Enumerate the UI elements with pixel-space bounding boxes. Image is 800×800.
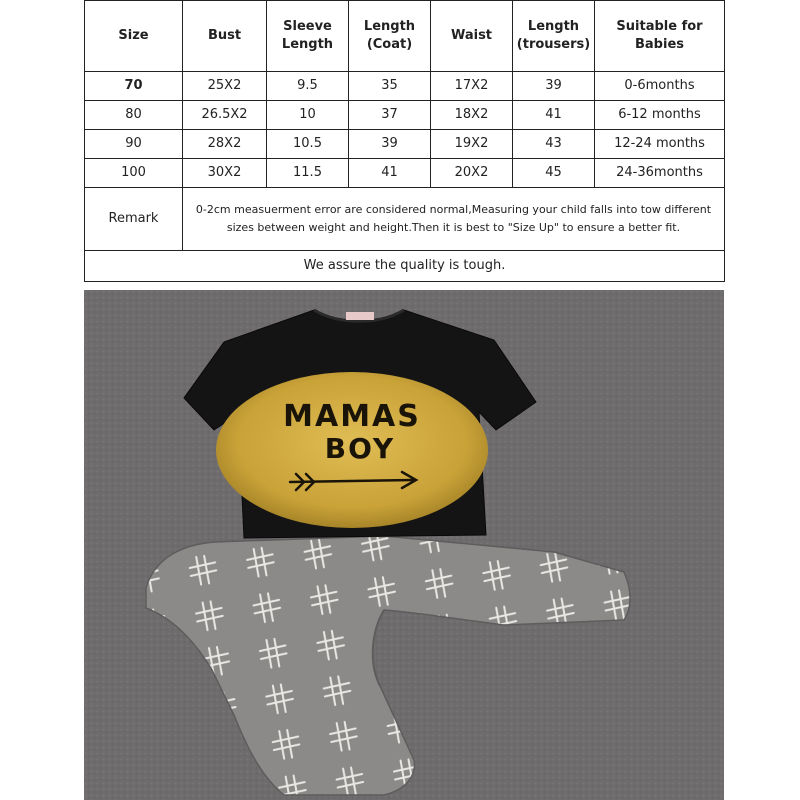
table-cell: 0-6months bbox=[595, 72, 725, 101]
table-cell: 43 bbox=[513, 130, 595, 159]
product-photo bbox=[84, 290, 724, 800]
table-cell: 24-36months bbox=[595, 159, 725, 188]
header-size: Size bbox=[118, 28, 149, 44]
header-suitable-for-babies: Suitable for Babies bbox=[616, 19, 703, 52]
header-cell bbox=[595, 1, 725, 72]
outfit-illustration bbox=[84, 290, 724, 800]
header-waist: Waist bbox=[450, 28, 493, 44]
header-bust: Bust bbox=[207, 28, 242, 44]
table-cell: 11.5 bbox=[267, 159, 349, 188]
table-cell: 45 bbox=[513, 159, 595, 188]
remark-label: Remark bbox=[85, 188, 183, 251]
table-cell: 90 bbox=[85, 130, 183, 159]
header-cell bbox=[349, 1, 431, 72]
table-cell: 35 bbox=[349, 72, 431, 101]
table-cell: 26.5X2 bbox=[183, 101, 267, 130]
remark-row bbox=[85, 188, 725, 251]
table-cell: 6-12 months bbox=[595, 101, 725, 130]
header-cell bbox=[267, 1, 349, 72]
table-cell: 80 bbox=[85, 101, 183, 130]
table-cell: 41 bbox=[349, 159, 431, 188]
table-cell: 39 bbox=[349, 130, 431, 159]
header-sleeve-length: Sleeve Length bbox=[281, 19, 334, 52]
table-cell: 39 bbox=[513, 72, 595, 101]
header-cell bbox=[513, 1, 595, 72]
shirt-tag bbox=[346, 312, 374, 320]
table-cell: 20X2 bbox=[431, 159, 513, 188]
header-length-trousers: Length (trousers) bbox=[516, 19, 591, 52]
table-cell: 30X2 bbox=[183, 159, 267, 188]
table-cell: 28X2 bbox=[183, 130, 267, 159]
table-cell: 9.5 bbox=[267, 72, 349, 101]
table-row bbox=[85, 159, 725, 188]
table-cell: 25X2 bbox=[183, 72, 267, 101]
table-row bbox=[85, 72, 725, 101]
table-cell: 10 bbox=[267, 101, 349, 130]
header-length-coat: Length (Coat) bbox=[363, 19, 416, 52]
size-chart-table bbox=[84, 0, 725, 282]
table-cell: 37 bbox=[349, 101, 431, 130]
table-cell: 17X2 bbox=[431, 72, 513, 101]
table-cell: 41 bbox=[513, 101, 595, 130]
shirt-print-line-2: BOY bbox=[324, 432, 396, 465]
header-cell bbox=[431, 1, 513, 72]
table-header-row bbox=[85, 1, 725, 72]
header-cell bbox=[85, 1, 183, 72]
shirt-print-line-1: MAMAS bbox=[283, 399, 421, 434]
table-cell: 100 bbox=[85, 159, 183, 188]
table-row bbox=[85, 130, 725, 159]
table-cell: 18X2 bbox=[431, 101, 513, 130]
table-cell: 12-24 months bbox=[595, 130, 725, 159]
quality-note-row bbox=[85, 251, 725, 282]
table-cell: 19X2 bbox=[431, 130, 513, 159]
remark-text: 0-2cm measuerment error are considered normal,Measuring your child falls into tow different sizes between weight and height.Then it is best to "Size Up" to ensure a better fit. bbox=[183, 188, 725, 251]
header-cell bbox=[183, 1, 267, 72]
table-cell: 70 bbox=[85, 72, 183, 101]
quality-note: We assure the quality is tough. bbox=[85, 251, 725, 282]
table-cell: 10.5 bbox=[267, 130, 349, 159]
table-row bbox=[85, 101, 725, 130]
